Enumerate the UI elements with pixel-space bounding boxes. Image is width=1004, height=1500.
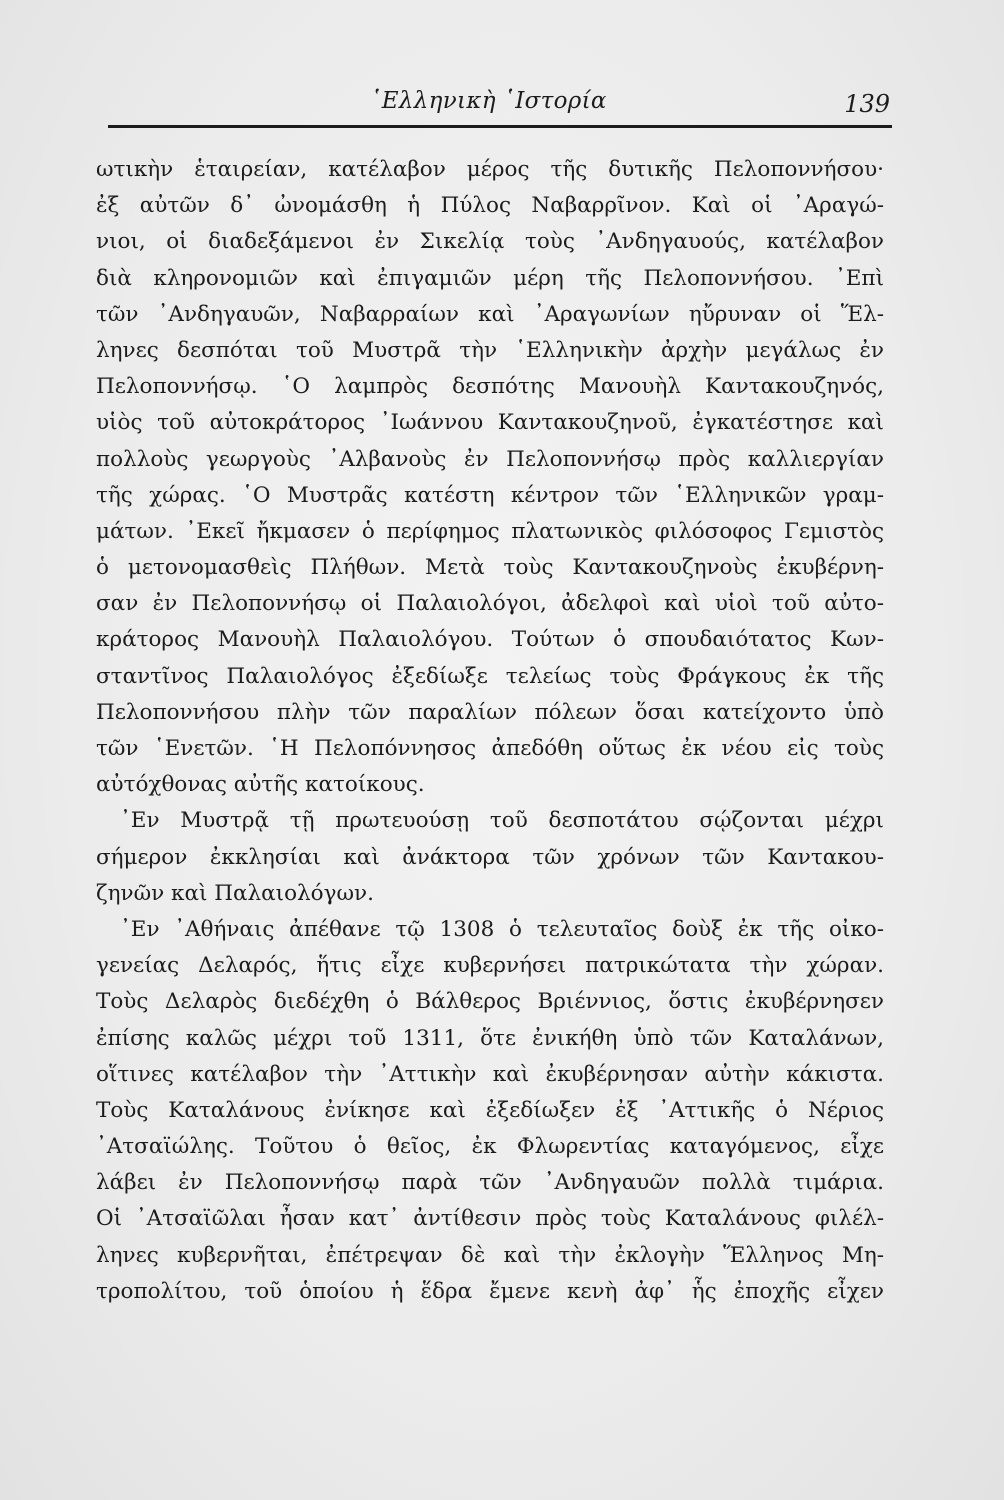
text-line: Πελοποννήσῳ. ῾Ο λαμπρὸς δεσπότης Μανουὴλ Καντακουζηνός, (96, 374, 884, 400)
text-line: Πελοποννήσου πλὴν τῶν παραλίων πόλεων ὅσαι κατείχοντο ὑπὸ (96, 699, 884, 725)
text-line: τῶν ῾Ενετῶν. ῾Η Πελοπόννησος ἀπεδόθη οὕτως ἐκ νέου εἰς τοὺς (96, 736, 884, 761)
text-line: σήμερον ἐκκλησίαι καὶ ἀνάκτορα τῶν χρόνων τῶν Καντακου- (96, 844, 884, 870)
text-line: κράτορος Μανουὴλ Παλαιολόγου. Τούτων ὁ σπουδαιότατος Κων- (96, 627, 884, 653)
running-title: ῾Ελληνικὴ ῾Ιστορία (370, 88, 607, 114)
text-line: τροπολίτου, τοῦ ὁποίου ἡ ἕδρα ἔμενε κενὴ ἀφ᾿ ἧς ἐποχῆς εἶχεν (96, 1278, 884, 1304)
page-number: 139 (844, 90, 890, 118)
text-line: τῆς χώρας. ῾Ο Μυστρᾶς κατέστη κέντρον τῶν ῾Ελληνικῶν γραμ- (96, 482, 884, 508)
text-line: πολλοὺς γεωργοὺς ᾿Αλβανοὺς ἐν Πελοποννήσῳ πρὸς καλλιεργίαν (96, 446, 884, 472)
text-line: ληνες δεσπόται τοῦ Μυστρᾶ τὴν ῾Ελληνικὴν ἀρχὴν μεγάλως ἐν (96, 337, 884, 363)
text-line: λάβει ἐν Πελοποννήσῳ παρὰ τῶν ᾿Ανδηγαυῶν πολλὰ τιμάρια. (96, 1170, 884, 1196)
text-line: ζηνῶν καὶ Παλαιολόγων. (96, 880, 374, 906)
text-line: γενείας Δελαρός, ἥτις εἶχε κυβερνήσει πατρικώτατα τὴν χώραν. (96, 953, 884, 979)
text-line: ὁ μετονομασθεὶς Πλήθων. Μετὰ τοὺς Καντακουζηνοὺς ἐκυβέρνη- (96, 555, 884, 581)
text-line: υἱὸς τοῦ αὐτοκράτορος ᾿Ιωάννου Καντακουζηνοῦ, ἐγκατέστησε καὶ (96, 410, 884, 436)
text-line: ᾿Εν Μυστρᾷ τῇ πρωτευούσῃ τοῦ δεσποτάτου σῴζονται μέχρι (120, 808, 884, 834)
text-line: οἵτινες κατέλαβον τὴν ᾿Αττικὴν καὶ ἐκυβέρνησαν αὐτὴν κάκιστα. (96, 1061, 884, 1087)
text-line: σταντῖνος Παλαιολόγος ἐξεδίωξε τελείως τοὺς Φράγκους ἐκ τῆς (96, 663, 884, 689)
text-line: ληνες κυβερνῆται, ἐπέτρεψαν δὲ καὶ τὴν ἐκλογὴν Ἕλληνος Μη- (96, 1242, 884, 1268)
text-line: ᾿Εν ᾿Αθήναις ἀπέθανε τῷ 1308 ὁ τελευταῖος δοὺξ ἐκ τῆς οἰκο- (120, 916, 884, 942)
text-line: ἐπίσης καλῶς μέχρι τοῦ 1311, ὅτε ἐνικήθη ὑπὸ τῶν Καταλάνων, (96, 1025, 884, 1051)
text-line: Τοὺς Δελαρὸς διεδέχθη ὁ Βάλθερος Βριέννιος, ὅστις ἐκυβέρνησεν (96, 989, 884, 1015)
text-line: Τοὺς Καταλάνους ἐνίκησε καὶ ἐξεδίωξεν ἐξ ᾿Αττικῆς ὁ Νέριος (96, 1097, 884, 1123)
text-line: ωτικὴν ἑταιρείαν, κατέλαβον μέρος τῆς δυτικῆς Πελοποννήσου· (96, 157, 884, 182)
text-line: μάτων. ᾿Εκεῖ ἤκμασεν ὁ περίφημος πλατωνικὸς φιλόσοφος Γεμιστὸς (96, 518, 884, 544)
text-line: ἐξ αὐτῶν δ᾿ ὠνομάσθη ἡ Πύλος Ναβαρρῖνον. Καὶ οἱ ᾿Αραγώ- (96, 193, 884, 219)
text-line: Οἱ ᾿Ατσαϊῶλαι ἦσαν κατ᾿ ἀντίθεσιν πρὸς τοὺς Καταλάνους φιλέλ- (96, 1206, 884, 1232)
page-header (108, 84, 890, 128)
text-line: τῶν ᾿Ανδηγαυῶν, Ναβαρραίων καὶ ᾿Αραγωνίων ηὔρυναν οἱ Ἕλ- (96, 301, 884, 327)
body-text (96, 152, 884, 1310)
text-line: ᾿Ατσαϊώλης. Τοῦτου ὁ θεῖος, ἐκ Φλωρεντίας καταγόμενος, εἶχε (96, 1134, 884, 1160)
header-rule (108, 125, 892, 128)
text-line: διὰ κληρονομιῶν καὶ ἐπιγαμιῶν μέρη τῆς Πελοποννήσου. ᾿Επὶ (96, 265, 884, 291)
text-line: σαν ἐν Πελοποννήσῳ οἱ Παλαιολόγοι, ἀδελφοὶ καὶ υἱοὶ τοῦ αὐτο- (96, 591, 884, 617)
text-line: νιοι, οἱ διαδεξάμενοι ἐν Σικελίᾳ τοὺς ᾿Ανδηγαυούς, κατέλαβον (96, 229, 884, 255)
text-line: αὐτόχθονας αὐτῆς κατοίκους. (96, 772, 425, 798)
